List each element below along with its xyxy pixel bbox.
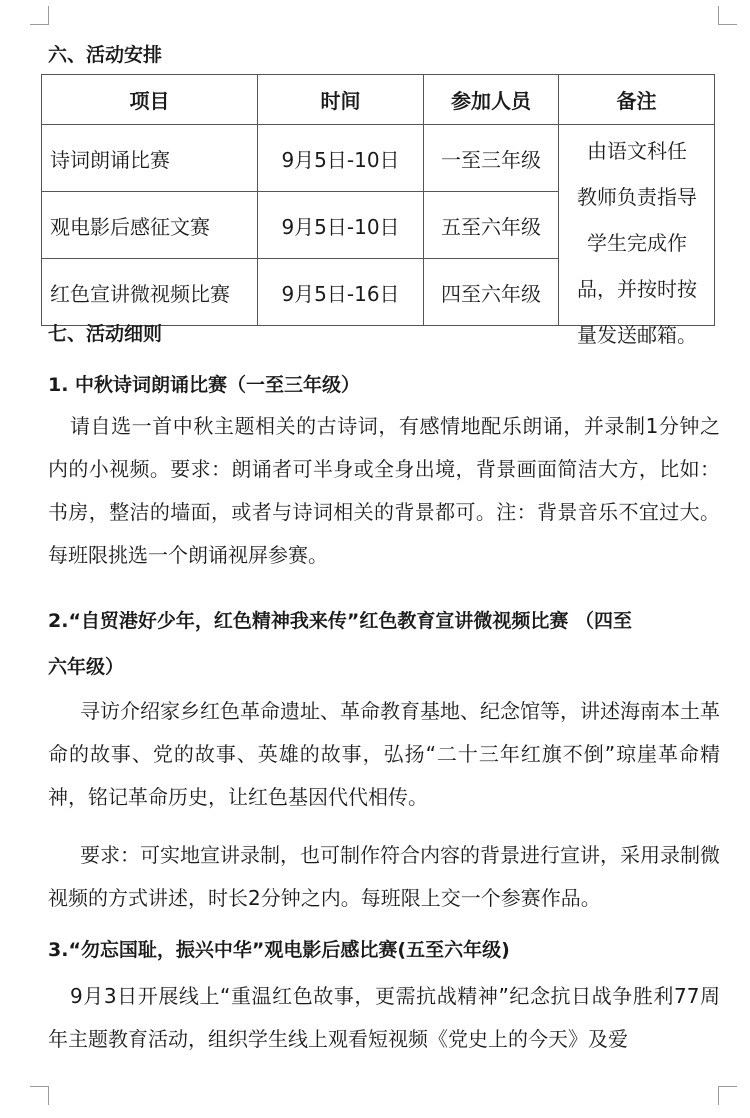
- rule2-requirement: 要求：可实地宣讲录制，也可制作符合内容的背景进行宣讲，采用录制微视频的方式讲述，时长2分钟之内。每班限上交一个参赛作品。: [48, 843, 720, 910]
- rule1-heading: 1. 中秋诗词朗诵比赛（一至三年级）: [48, 374, 361, 396]
- cell-item: 红色宣讲微视频比赛: [42, 259, 258, 326]
- header-remark: 备注: [559, 75, 715, 125]
- rule2-heading-line1: 2.“自贸港好少年，红色精神我来传”红色教育宣讲微视频比赛 （四至: [48, 610, 633, 632]
- rule2-body: 寻访介绍家乡红色革命遗址、革命教育基地、纪念馆等，讲述海南本土革命的故事、党的故事、英雄的故事，弘扬“二十三年红旗不倒”琼崖革命精神，铭记革命历史，让红色基因代代相传。: [48, 699, 720, 809]
- header-item: 项目: [42, 75, 258, 125]
- cell-participants: 一至三年级: [424, 125, 559, 192]
- corner-mark-top-right: [718, 6, 737, 25]
- remark-line: 教师负责指导: [577, 185, 697, 209]
- rule3-heading: 3.“勿忘国耻，振兴中华”观电影后感比赛(五至六年级): [48, 939, 510, 961]
- remark-line: 学生完成作: [587, 231, 687, 255]
- rule1-body: 请自选一首中秋主题相关的古诗词，有感情地配乐朗诵，并录制1分钟之内的小视频。要求：朗诵者可半身或全身出境，背景画面简洁大方，比如：书房，整洁的墙面，或者与诗词相关的背景都可。注：背景音乐不宜过大。每班限挑选一个朗诵视屏参赛。: [48, 414, 720, 567]
- remark-line: 由语文科任: [587, 139, 687, 163]
- cell-item: 诗词朗诵比赛: [42, 125, 258, 192]
- cell-time: 9月5日-10日: [258, 192, 424, 259]
- remark-text: [562, 128, 712, 358]
- header-participants: 参加人员: [424, 75, 559, 125]
- corner-mark-bottom-right: [718, 1086, 737, 1105]
- remark-line: 品，并按时按: [577, 277, 697, 301]
- corner-mark-top-left: [30, 6, 49, 25]
- section6-heading: 六、活动安排: [48, 44, 163, 66]
- rule2-heading-line2: 六年级）: [48, 656, 125, 678]
- section7-heading: 七、活动细则: [48, 323, 163, 345]
- cell-item: 观电影后感征文赛: [42, 192, 258, 259]
- rule3-body: 9月3日开展线上“重温红色故事，更需抗战精神”纪念抗日战争胜利77周年主题教育活动，组织学生线上观看短视频《党史上的今天》及爱: [48, 984, 720, 1051]
- cell-time: 9月5日-10日: [258, 125, 424, 192]
- table-header-row: [42, 75, 715, 125]
- cell-participants: 四至六年级: [424, 259, 559, 326]
- remark-line: 量发送邮箱。: [577, 323, 697, 347]
- cell-time: 9月5日-16日: [258, 259, 424, 326]
- cell-participants: 五至六年级: [424, 192, 559, 259]
- corner-mark-bottom-left: [30, 1086, 49, 1105]
- header-time: 时间: [258, 75, 424, 125]
